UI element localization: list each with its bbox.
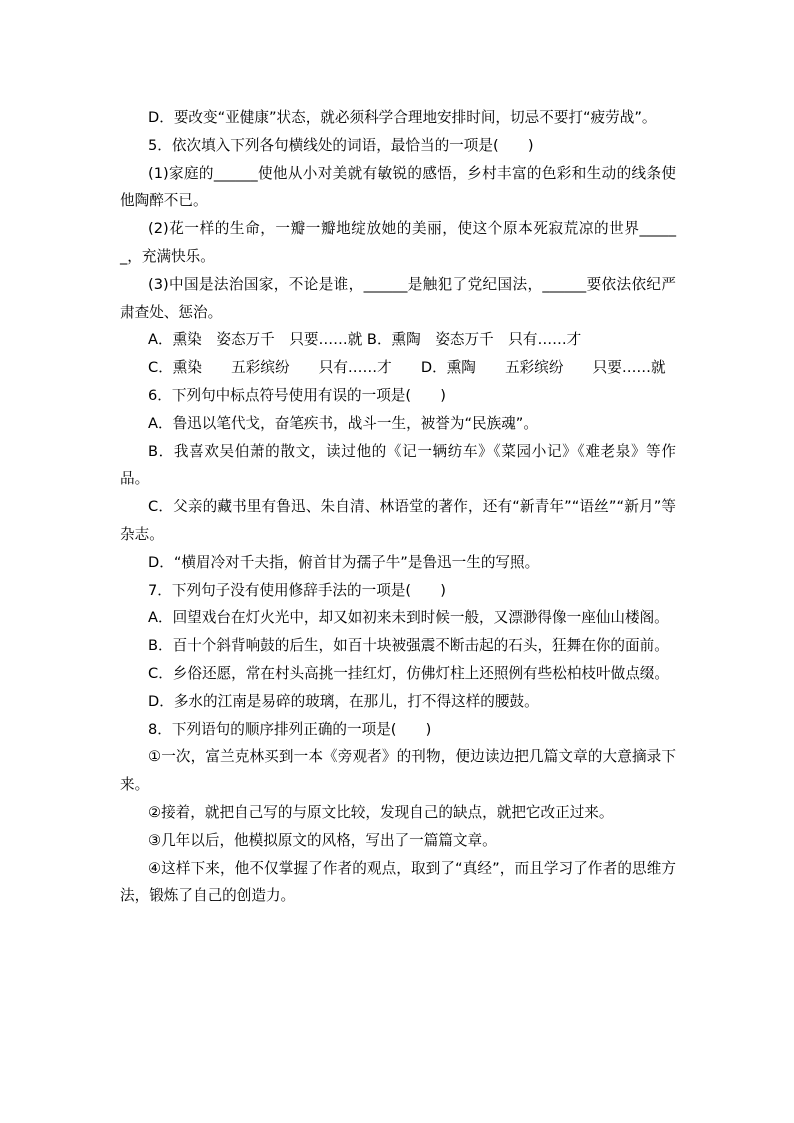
q7-option-a: A．回望戏台在灯火光中，却又如初来未到时候一般，又漂渺得像一座仙山楼阁。 bbox=[148, 609, 669, 627]
q8-sentence-3: ③几年以后，他模拟原文的风格，写出了一篇篇文章。 bbox=[148, 831, 497, 849]
q6-option-b: B．我喜欢吴伯萧的散文，读过他的《记一辆纺车》《菜园小记》《难老泉》等作品。 bbox=[120, 442, 676, 488]
question-6: 6．下列句中标点符号使用有误的一项是( ) bbox=[148, 386, 446, 404]
option-d-q4: D．要改变“亚健康”状态，就必须科学合理地安排时间，切忌不要打“疲劳战”。 bbox=[148, 109, 657, 126]
q8-sentence-1: ①一次，富兰克林买到一本《旁观者》的刊物，便边读边把几篇文章的大意摘录下来。 bbox=[120, 748, 676, 794]
question-5: 5．依次填入下列各句横线处的词语，最恰当的一项是( ) bbox=[148, 136, 534, 154]
q6-option-c: C．父亲的藏书里有鲁迅、朱自清、林语堂的著作，还有“新青年”“语丝”“新月”等杂志。 bbox=[120, 498, 676, 543]
q6-option-d: D．“横眉冷对千夫指，俯首甘为孺子牛”是鲁迅一生的写照。 bbox=[148, 553, 540, 571]
q7-option-c: C．乡俗还愿，常在村头高挑一挂红灯，仿佛灯柱上还照例有些松柏枝叶做点缀。 bbox=[148, 664, 669, 682]
q5-options-cd: C．熏染 五彩缤纷 只有……才 D．熏陶 五彩缤纷 只要……就 bbox=[148, 359, 666, 377]
q7-option-b: B．百十个斜背响鼓的后生，如百十块被强震不断击起的石头，狂舞在你的面前。 bbox=[148, 637, 669, 655]
q5-sentence-2: (2)花一样的生命，一瓣一瓣地绽放她的美丽，使这个原本死寂荒凉的世界______，充满快乐。 bbox=[120, 220, 676, 265]
q8-sentence-4: ④这样下来，他不仅掌握了作者的观点，取到了“真经”，而且学习了作者的思维方法，锻炼了自己的创造力。 bbox=[120, 859, 676, 905]
q5-sentence-1: (1)家庭的______使他从小对美就有敏锐的感悟，乡村丰富的色彩和生动的线条使他陶醉不已。 bbox=[120, 164, 676, 210]
q5-sentence-3: (3)中国是法治国家，不论是谁，______是触犯了党纪国法，______要依法依纪严肃查处、惩治。 bbox=[120, 275, 676, 321]
document-page bbox=[120, 104, 676, 910]
q7-option-d: D．多水的江南是易碎的玻璃，在那儿，打不得这样的腰鼓。 bbox=[148, 692, 539, 710]
q5-options-ab: A．熏染 姿态万千 只要……就 B．熏陶 姿态万千 只有……才 bbox=[148, 331, 582, 349]
q6-option-a: A．鲁迅以笔代戈，奋笔疾书，战斗一生，被誉为“民族魂”。 bbox=[148, 414, 538, 432]
question-7: 7．下列句子没有使用修辞手法的一项是( ) bbox=[148, 581, 446, 599]
question-8: 8．下列语句的顺序排列正确的一项是( ) bbox=[148, 720, 432, 738]
q8-sentence-2: ②接着，就把自己写的与原文比较，发现自己的缺点，就把它改正过来。 bbox=[148, 803, 614, 821]
